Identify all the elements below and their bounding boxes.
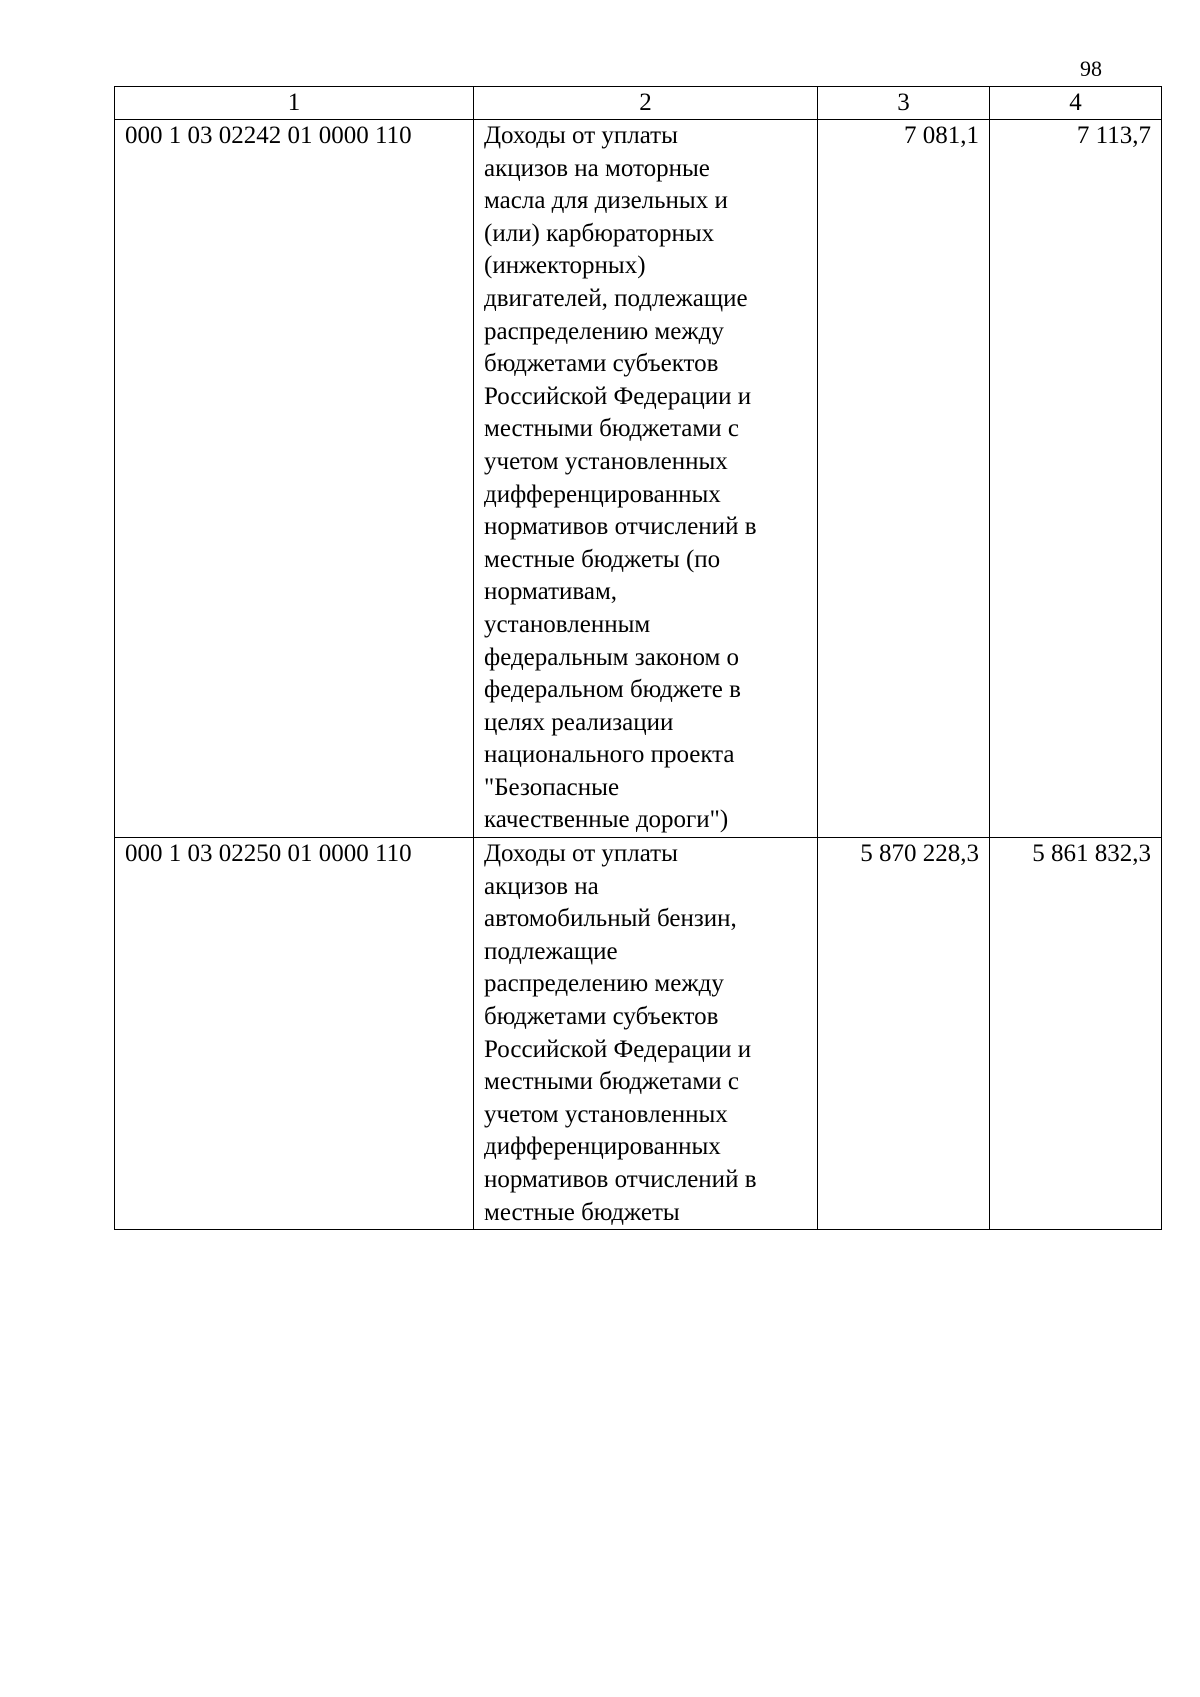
description-line: Доходы от уплаты	[484, 840, 678, 868]
description-line: бюджетами субъектов	[484, 350, 719, 378]
description-line: нормативов отчислений в	[484, 513, 757, 541]
page-number: 98	[1080, 56, 1102, 81]
table-row	[115, 120, 1162, 838]
description-line: федеральным законом о	[484, 643, 740, 671]
column-header-4: 4	[990, 87, 1162, 120]
description-line: местными бюджетами с	[484, 415, 739, 443]
description-line: учетом установленных	[484, 1100, 728, 1128]
description-line: нормативам,	[484, 578, 618, 606]
description-line: целях реализации	[484, 708, 674, 736]
revenue-description	[474, 120, 818, 838]
value-column-4: 7 113,7	[990, 120, 1162, 838]
description-line: Российской Федерации и	[484, 382, 752, 410]
description-line: местные бюджеты (по	[484, 545, 721, 573]
description-line: учетом установленных	[484, 447, 728, 475]
description-line: национального проекта	[484, 741, 735, 769]
description-line: акцизов на моторные	[484, 154, 710, 182]
description-line: бюджетами субъектов	[484, 1003, 719, 1031]
description-line: Доходы от уплаты	[484, 122, 678, 149]
description-line: акцизов на	[484, 872, 599, 900]
description-line: двигателей, подлежащие	[484, 284, 748, 312]
header-row	[115, 87, 1162, 120]
description-line: нормативов отчислений в	[484, 1166, 757, 1193]
description-line: масла для дизельных и	[484, 187, 728, 215]
description-line: распределению между	[484, 970, 724, 998]
value-column-4: 5 861 832,3	[990, 838, 1162, 1230]
description-line: Российской Федерации и	[484, 1035, 752, 1063]
description-line: установленным	[484, 610, 651, 638]
description-line: (инжекторных)	[484, 252, 646, 280]
column-header-3: 3	[818, 87, 990, 120]
revenue-description	[474, 838, 818, 1230]
description-line: местными бюджетами с	[484, 1068, 739, 1096]
value-column-3: 5 870 228,3	[818, 838, 990, 1230]
description-line: дифференцированных	[484, 1133, 721, 1161]
description-line: (или) карбюраторных	[484, 219, 715, 247]
description-line: качественные дороги")	[484, 806, 729, 834]
value-column-3: 7 081,1	[818, 120, 990, 838]
table-row	[115, 838, 1162, 1230]
description-line: распределению между	[484, 317, 724, 345]
description-line: подлежащие	[484, 937, 618, 965]
column-header-2: 2	[474, 87, 818, 120]
description-line: местные бюджеты	[484, 1198, 680, 1226]
description-line: дифференцированных	[484, 480, 721, 508]
column-header-1: 1	[115, 87, 474, 120]
revenue-table	[114, 86, 1162, 1230]
description-line: федеральном бюджете в	[484, 676, 741, 704]
description-line: автомобильный бензин,	[484, 905, 737, 933]
budget-code: 000 1 03 02242 01 0000 110	[115, 120, 474, 838]
description-line: "Безопасные	[484, 773, 620, 801]
budget-code: 000 1 03 02250 01 0000 110	[115, 838, 474, 1230]
